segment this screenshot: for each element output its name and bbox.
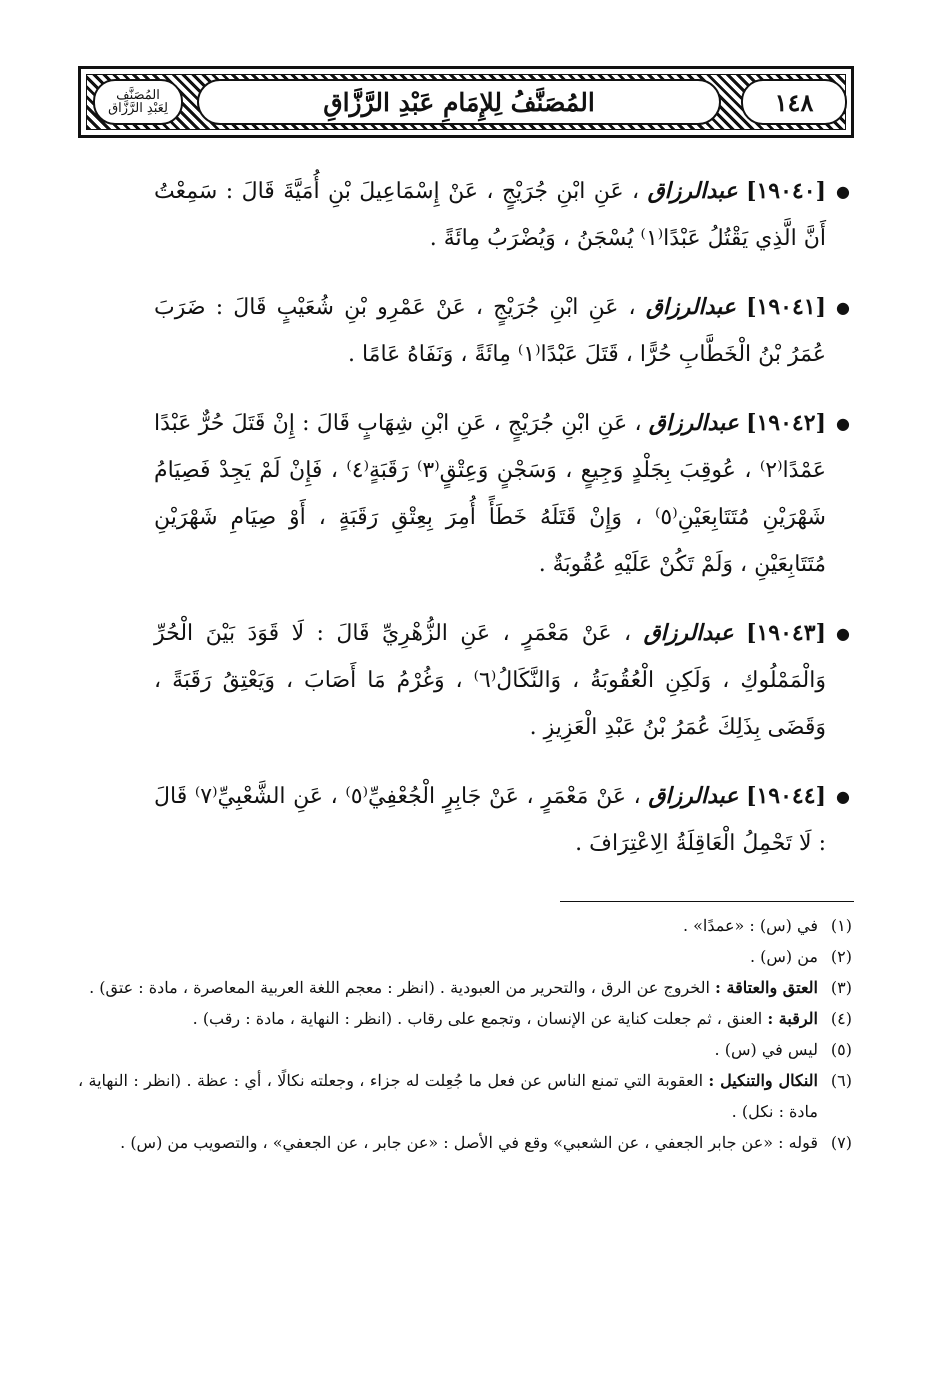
footnote bbox=[78, 972, 852, 1003]
entry-number: [١٩٠٤٣] bbox=[746, 620, 826, 646]
footnote-separator bbox=[560, 901, 854, 902]
footnote-term: العتق والعتاقة : bbox=[715, 978, 818, 997]
footnote bbox=[78, 1065, 852, 1127]
seal-line-2: لِعَبْدِ الرَّزَّاق bbox=[108, 101, 168, 116]
footnote-term: الرقبة : bbox=[767, 1009, 818, 1028]
entry-text: ، عَنِ ابْنِ جُرَيْجٍ ، عَنْ عَمْرِو بْنِ شُعَيْبٍ قَالَ : ضَرَبَ عُمَرُ بْنُ الْخَطَّابِ حُرًّا ، قَتَلَ عَبْدًا⁽١⁾ مِائَةً ، وَنَفَاهُ عَامًا . bbox=[154, 295, 826, 367]
header-ornament-band bbox=[86, 74, 846, 130]
footnote-text: الخروج عن الرق ، والتحرير من العبودية . (انظر : معجم اللغة العربية المعاصرة ، مادة : عتق) . bbox=[89, 978, 710, 997]
entry-text: ، عَنْ مَعْمَرٍ ، عَنْ جَابِرٍ الْجُعْفِيِّ⁽٥⁾ ، عَنِ الشَّعْبِيِّ⁽٧⁾ قَالَ : لَا تَحْمِلُ الْعَاقِلَةُ الِاعْتِرَافَ . bbox=[154, 784, 826, 856]
footnote-number: (٥) bbox=[830, 1040, 852, 1059]
footnote-number: (٦) bbox=[830, 1071, 852, 1090]
main-text bbox=[154, 146, 852, 880]
entry-author: عبدالرزاق bbox=[645, 294, 736, 320]
footnote-number: (٤) bbox=[830, 1009, 852, 1028]
footnote-text: ليس في (س) . bbox=[714, 1040, 818, 1059]
footnote-text: في (س) : «عمدًا» . bbox=[682, 916, 818, 935]
footnote bbox=[78, 941, 852, 972]
entry-number: [١٩٠٤٠] bbox=[746, 178, 826, 204]
footnote bbox=[78, 1127, 852, 1158]
entry-number: [١٩٠٤٢] bbox=[746, 410, 826, 436]
page-number: ١٤٨ bbox=[774, 87, 814, 117]
hadith-entry bbox=[154, 400, 852, 588]
hadith-entry bbox=[154, 610, 852, 751]
footnote bbox=[78, 1034, 852, 1065]
book-title: المُصَنَّفُ لِلإِمَامِ عَبْدِ الرَّزَّاقِ bbox=[323, 87, 595, 117]
hadith-entry bbox=[154, 284, 852, 378]
footnote bbox=[78, 1003, 852, 1034]
entry-author: عبدالرزاق bbox=[647, 178, 738, 204]
entry-author: عبدالرزاق bbox=[648, 410, 739, 436]
running-header bbox=[78, 66, 854, 138]
hadith-entry bbox=[154, 168, 852, 262]
bullet-icon: ● bbox=[836, 787, 850, 806]
hadith-entry bbox=[154, 773, 852, 867]
bullet-icon: ● bbox=[836, 624, 850, 643]
footnote-number: (٣) bbox=[830, 978, 852, 997]
entry-text: ، عَنِ ابْنِ جُرَيْجٍ ، عَنِ ابْنِ شِهَابٍ قَالَ : إِنْ قَتَلَ حُرٌّ عَبْدًا عَمْدًا⁽٢⁾ ، عُوقِبَ بِجَلْدٍ وَجِيعٍ ، وَسَجْنٍ وَعِتْقٍ⁽٣⁾ رَقَبَةٍ⁽٤⁾ ، فَإِنْ لَمْ يَجِدْ فَصِيَامُ شَهْرَيْنِ مُتَتَابِعَيْنِ⁽٥⁾ ، وَإِنْ قَتَلَهُ خَطَأً أُمِرَ بِعِتْقِ رَقَبَةٍ ، أَوْ صِيَامِ شَهْرَيْنِ مُتَتَابِعَيْنِ ، وَلَمْ تَكُنْ عَلَيْهِ عُقُوبَةٌ . bbox=[154, 411, 827, 577]
seal-line-1: المُصَنَّف bbox=[116, 88, 160, 103]
page-number-cartouche bbox=[741, 79, 847, 125]
footnote bbox=[78, 910, 852, 941]
footnote-text: من (س) . bbox=[749, 947, 818, 966]
entry-author: عبدالرزاق bbox=[643, 620, 734, 646]
footnote-text: العنق ، ثم جعلت كناية عن الإنسان ، وتجمع على رقاب . (انظر : النهاية ، مادة : رقب) . bbox=[192, 1009, 763, 1028]
entry-text: ، عَنِ ابْنِ جُرَيْجٍ ، عَنْ إِسْمَاعِيلَ بْنِ أُمَيَّةَ قَالَ : سَمِعْتُ أَنَّ الَّذِي يَقْتُلُ عَبْدًا⁽١⁾ يُسْجَنُ ، وَيُضْرَبُ مِائَةً . bbox=[154, 179, 826, 251]
entry-author: عبدالرزاق bbox=[648, 783, 739, 809]
bullet-icon: ● bbox=[836, 414, 850, 433]
entry-text: ، عَنْ مَعْمَرٍ ، عَنِ الزُّهْرِيِّ قَالَ : لَا قَوَدَ بَيْنَ الْحُرِّ وَالْمَمْلُوكِ ، وَلَكِنِ الْعُقُوبَةُ ، وَالنَّكَالُ⁽٦⁾ ، وَغُرْمُ مَا أَصَابَ ، وَيَعْتِقُ رَقَبَةً ، وَقَضَى بِذَلِكَ عُمَرُ بْنُ عَبْدِ الْعَزِيزِ . bbox=[154, 621, 826, 740]
footnote-number: (١) bbox=[830, 916, 852, 935]
footnote-number: (٧) bbox=[830, 1133, 852, 1152]
footnote-number: (٢) bbox=[830, 947, 852, 966]
footnote-text: قوله : «عن جابر الجعفي ، عن الشعبي» وقع في الأصل : «عن جابر ، عن الجعفي» ، والتصويب من (س) . bbox=[120, 1133, 818, 1152]
footnotes bbox=[78, 910, 852, 1158]
footnote-term: النكال والتنكيل : bbox=[708, 1071, 818, 1090]
header-seal bbox=[93, 79, 183, 125]
entry-number: [١٩٠٤١] bbox=[746, 294, 827, 320]
bullet-icon: ● bbox=[836, 182, 850, 201]
bullet-icon: ● bbox=[836, 298, 850, 317]
header-title-cartouche bbox=[197, 79, 721, 125]
footnote-text: العقوبة التي تمنع الناس عن فعل ما جُعِلت له جزاء ، وجعلته نكالًا ، أي : عظة . (انظر : النهاية ، مادة : نكل) . bbox=[78, 1071, 818, 1121]
entry-number: [١٩٠٤٤] bbox=[746, 783, 826, 809]
